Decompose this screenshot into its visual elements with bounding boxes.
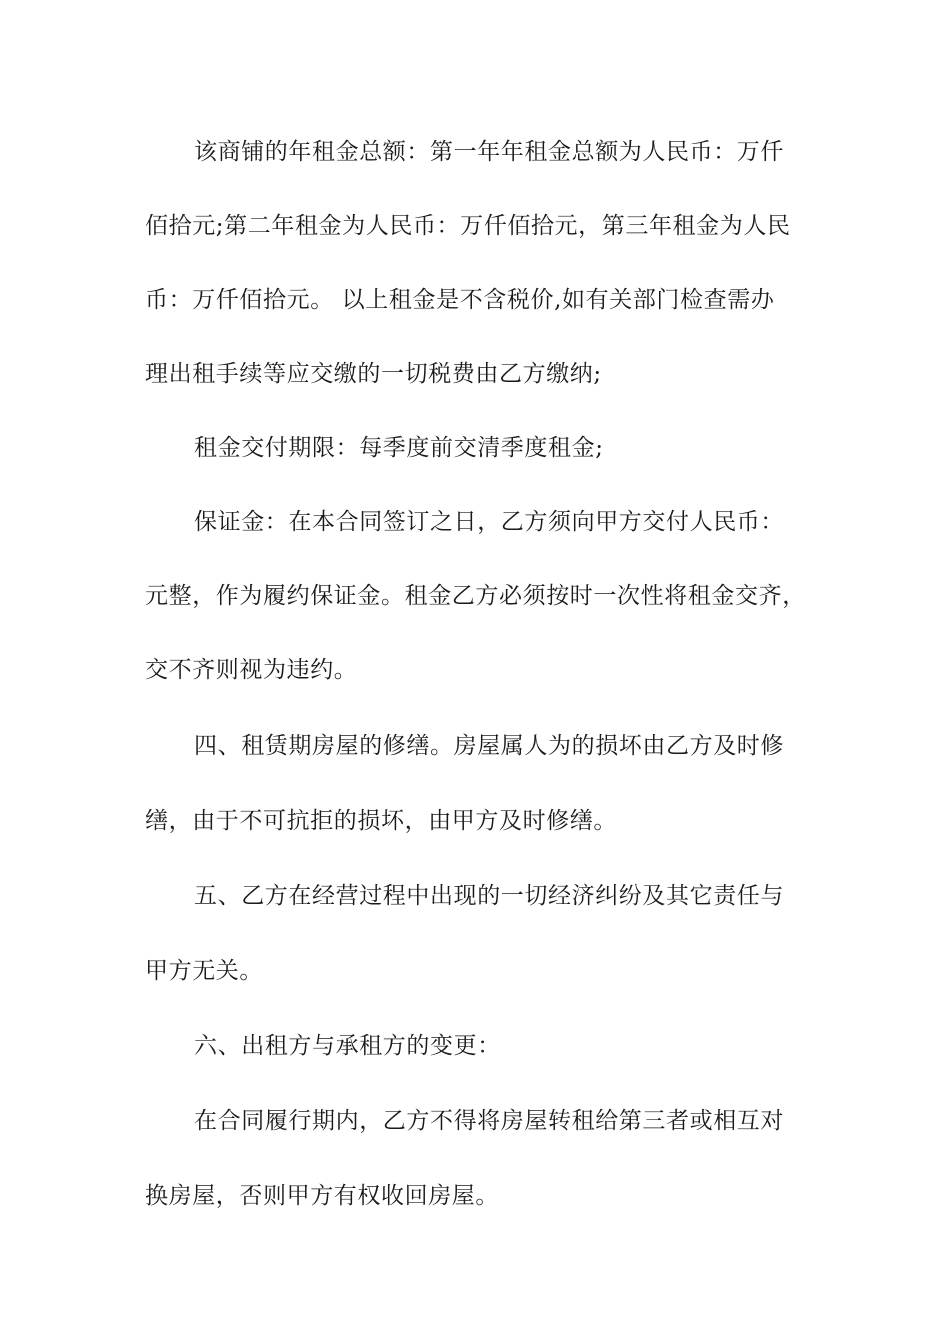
text-line: 交不齐则视为违约。: [145, 657, 358, 683]
text-line: 六、出租方与承租方的变更：: [194, 1033, 501, 1059]
text-line: 元整，作为履约保证金。租金乙方必须按时一次性将租金交齐，: [145, 583, 806, 609]
text-line: 缮，由于不可抗拒的损坏，由甲方及时修缮。: [145, 808, 617, 834]
text-line: 在合同履行期内，乙方不得将房屋转租给第三者或相互对: [194, 1108, 784, 1134]
text-line: 佰拾元;第二年租金为人民币：万仟佰拾元，第三年租金为人民: [145, 213, 791, 239]
text-line: 该商铺的年租金总额：第一年年租金总额为人民币：万仟: [194, 139, 784, 165]
text-line: 换房屋，否则甲方有权收回房屋。: [145, 1183, 499, 1209]
text-line: 保证金：在本合同签订之日，乙方须向甲方交付人民币：: [194, 509, 784, 535]
text-line: 租金交付期限：每季度前交清季度租金;: [194, 435, 604, 461]
text-line: 五、乙方在经营过程中出现的一切经济纠纷及其它责任与: [194, 883, 784, 909]
text-line: 币：万仟佰拾元。 以上租金是不含税价,如有关部门检查需办: [145, 287, 775, 313]
text-line: 甲方无关。: [145, 958, 263, 984]
text-line: 四、租赁期房屋的修缮。房屋属人为的损坏由乙方及时修: [194, 733, 784, 759]
text-line: 理出租手续等应交缴的一切税费由乙方缴纳;: [145, 361, 602, 387]
